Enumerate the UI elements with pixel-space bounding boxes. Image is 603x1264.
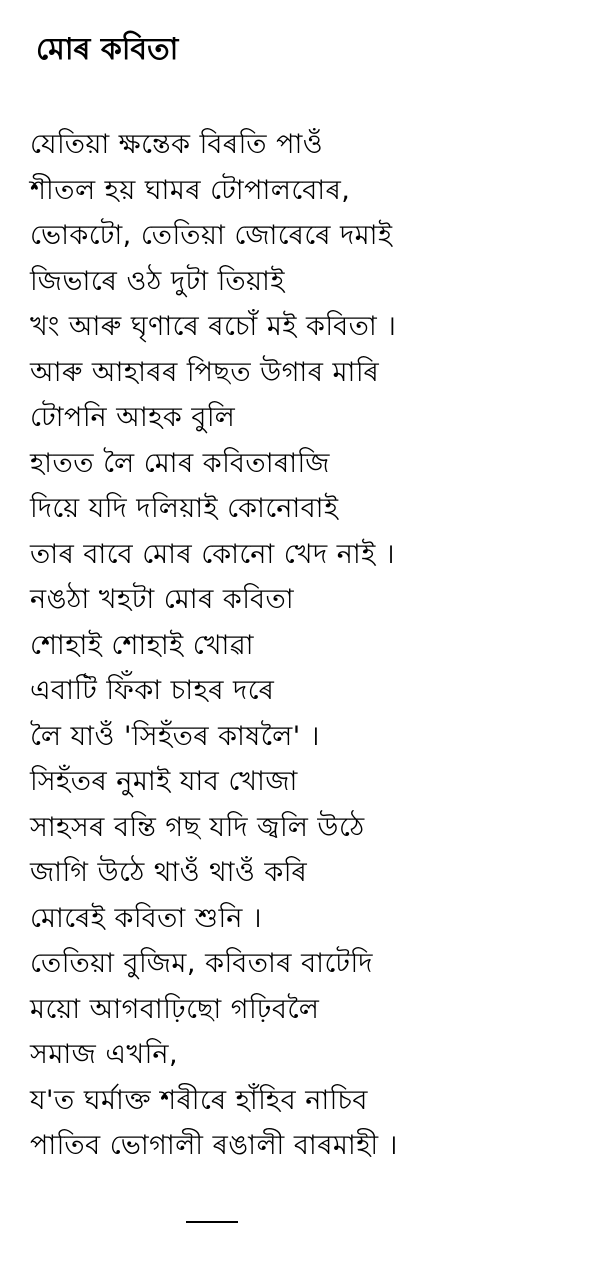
poem-line: য'ত ঘৰ্মাক্ত শৰীৰে হাঁহিব নাচিব <box>30 1084 368 1116</box>
poem-line: টোপনি আহক বুলি <box>30 402 236 433</box>
poem-line: নঙঠা খহটা মোৰ কবিতা <box>30 584 295 615</box>
poem-title: মোৰ কবিতা <box>36 32 179 67</box>
poem-line: মোৰেই কবিতা শুনি । <box>30 902 263 934</box>
poem-line: হাতত লৈ মোৰ কবিতাৰাজি <box>30 447 330 479</box>
poem-line: তাৰ বাবে মোৰ কোনো খেদ নাই । <box>30 538 395 570</box>
poem-line: লৈ যাওঁ 'সিহঁতৰ কাষলৈ' । <box>30 720 320 752</box>
poem-line: শোহাই শোহাই খোৱা <box>30 629 254 661</box>
poem-line: খং আৰু ঘৃণাৰে ৰচোঁ মই কবিতা । <box>30 311 397 342</box>
poem-line: দিয়ে যদি দলিয়াই কোনোবাই <box>30 493 339 524</box>
poem-line: পাতিব ভোগালী ৰঙালী বাৰমাহী । <box>30 1130 398 1161</box>
poem-line: এবাটি ফিঁকা চাহৰ দৰে <box>30 675 275 706</box>
poem-line: সমাজ এখনি, <box>30 1039 179 1070</box>
poem-line: সিহঁতৰ নুমাই যাব খোজা <box>30 766 298 797</box>
poem-line: শীতল হয় ঘামৰ টোপালবোৰ, <box>30 174 351 206</box>
poem-line: জিভাৰে ওঠ দুটা তিয়াই <box>30 265 285 297</box>
poem-body <box>30 122 590 1169</box>
poem-line: যেতিয়া ক্ষন্তেক বিৰতি পাওঁ <box>30 129 324 160</box>
poem-line: তেতিয়া বুজিম, কবিতাৰ বাটেদি <box>30 948 373 979</box>
poem-line: ভোকটো, তেতিয়া জোৰেৰে দমাই <box>30 220 393 251</box>
poem-line: সাহসৰ বন্তি গছ যদি জ্বলি উঠে <box>30 811 365 843</box>
poem-line: আৰু আহাৰৰ পিছত উগাৰ মাৰি <box>30 356 380 388</box>
poem-line: জাগি উঠে থাওঁ থাওঁ কৰি <box>30 857 308 888</box>
poem-line: ময়ো আগবাঢ়িছো গঢ়িবলৈ <box>30 993 320 1025</box>
end-divider <box>186 1221 238 1223</box>
